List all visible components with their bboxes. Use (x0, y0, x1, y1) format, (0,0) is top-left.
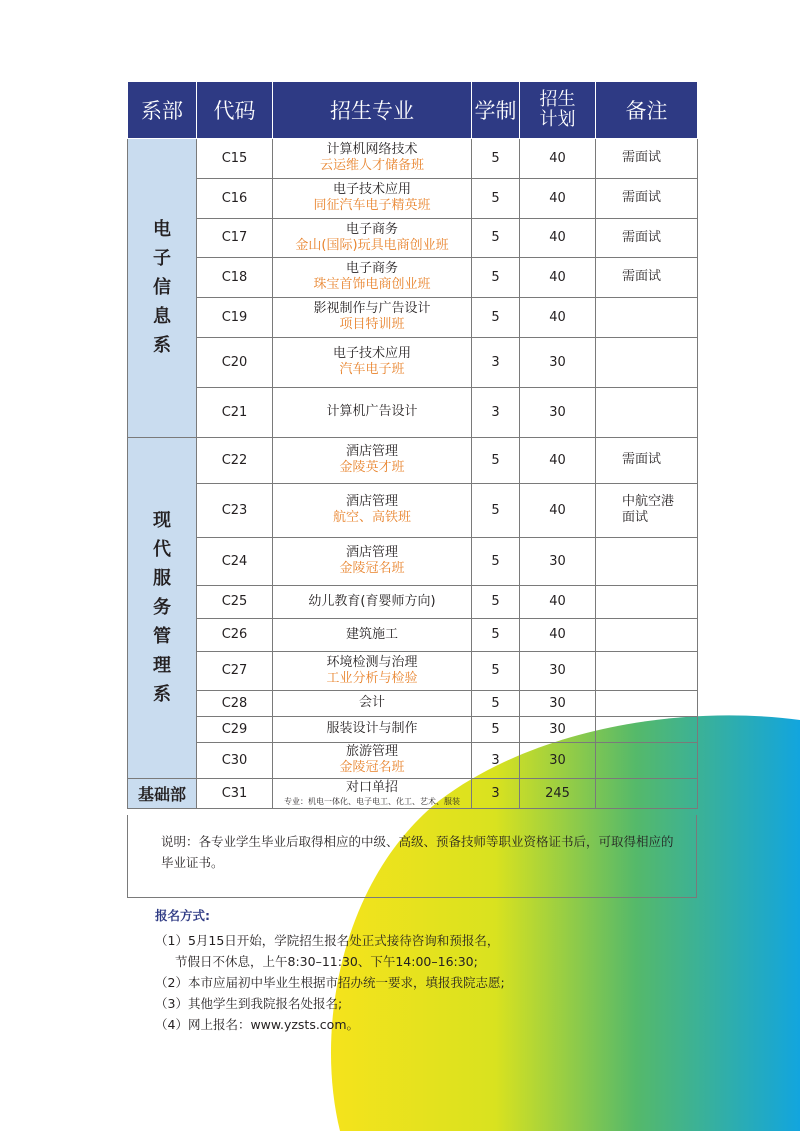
table-row: C30 旅游管理 金陵冠名班 3 30 (128, 742, 698, 778)
table-row: C25 幼儿教育(育婴师方向) 5 40 (128, 585, 698, 618)
table-row: C21 计算机广告设计 3 30 (128, 387, 698, 437)
table-row: C20 电子技术应用 汽车电子班 3 30 (128, 337, 698, 387)
signup-item: （3）其他学生到我院报名处报名; (155, 996, 343, 1011)
header-dept: 系部 (128, 82, 197, 138)
table-row: C26 建筑施工 5 40 (128, 618, 698, 651)
header-years: 学制 (472, 82, 520, 138)
header-major: 招生专业 (273, 82, 472, 138)
table-row: 电子信息系 C15 计算机网络技术 云运维人才储备班 5 40 需面试 (128, 138, 698, 178)
signup-item: （4）网上报名：www.yzsts.com。 (155, 1017, 360, 1032)
table-row: 基础部 C31 对口单招 专业：机电一体化、电子电工、化工、艺术、服装 3 245 (128, 778, 698, 808)
dept-services: 现代服务管理系 (128, 437, 197, 778)
table-row: C24 酒店管理 金陵冠名班 5 30 (128, 537, 698, 585)
table-row: C17 电子商务 金山(国际)玩具电商创业班 5 40 需面试 (128, 218, 698, 257)
signup-title: 报名方式: (155, 908, 210, 923)
note-text: 说明：各专业学生毕业后取得相应的中级、高级、预备技师等职业资格证书后，可取得相应的毕业证书。 (161, 834, 674, 870)
signup-section (155, 905, 505, 1035)
signup-item: （2）本市应届初中毕业生根据市招办统一要求，填报我院志愿; (155, 975, 505, 990)
signup-item: 节假日不休息，上午8:30–11:30、下午14:00–16:30; (175, 954, 478, 969)
dept-electronics: 电子信息系 (128, 138, 197, 437)
header-plan: 招生 计划 (520, 82, 596, 138)
table-header-row (128, 82, 698, 138)
admission-table (127, 82, 698, 809)
header-remark: 备注 (596, 82, 698, 138)
table-row: C19 影视制作与广告设计 项目特训班 5 40 (128, 297, 698, 337)
table-row: C27 环境检测与治理 工业分析与检验 5 30 (128, 651, 698, 690)
table-row: C29 服装设计与制作 5 30 (128, 716, 698, 742)
table-row: C18 电子商务 珠宝首饰电商创业班 5 40 需面试 (128, 257, 698, 297)
signup-item: （1）5月15日开始，学院招生报名处正式接待咨询和预报名， (155, 933, 500, 948)
table-row: C23 酒店管理 航空、高铁班 5 40 中航空港面试 (128, 483, 698, 537)
table-row: C16 电子技术应用 同征汽车电子精英班 5 40 需面试 (128, 178, 698, 218)
table-row: C28 会计 5 30 (128, 690, 698, 716)
header-code: 代码 (197, 82, 273, 138)
dept-base: 基础部 (128, 778, 197, 808)
table-row: 现代服务管理系 C22 酒店管理 金陵英才班 5 40 需面试 (128, 437, 698, 483)
note-box (127, 815, 697, 898)
